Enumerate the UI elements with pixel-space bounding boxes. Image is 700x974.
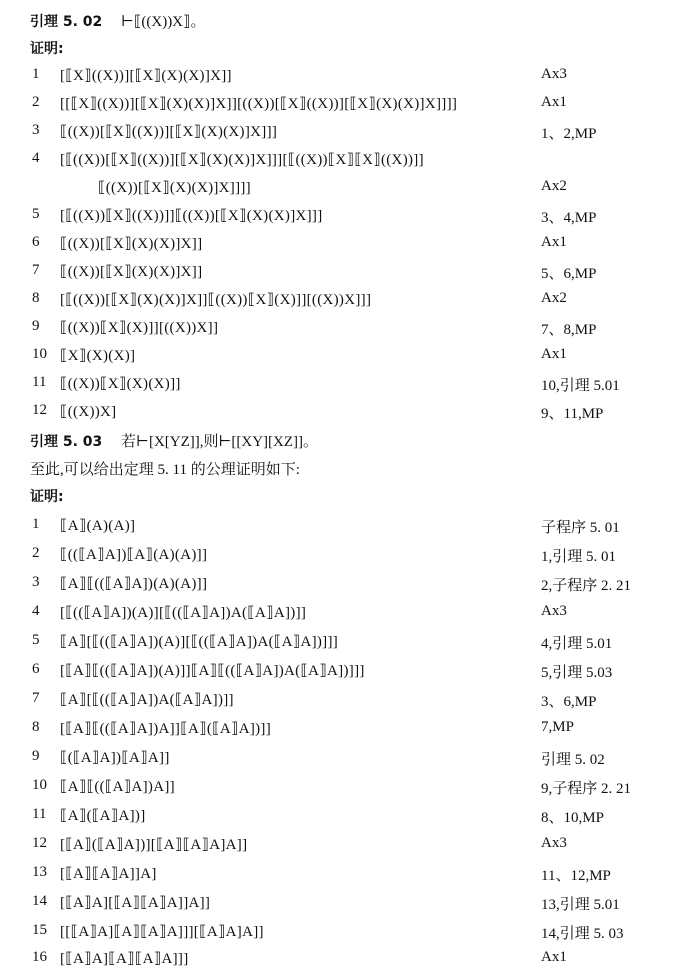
proof-1-row-11: 11 ⟦((X))⟦X⟧(X)(X)]] 10,引理 5.01	[32, 374, 620, 394]
formula-continued: ⟦((X))[⟦X⟧(X)(X)]X]]]]	[98, 180, 251, 196]
reason: 1、2,MP	[541, 126, 597, 142]
formula: [⟦X⟧((X))][⟦X⟧(X)(X)]X]]	[60, 68, 232, 84]
reason: 3、6,MP	[541, 694, 597, 710]
lemma-502-heading	[0, 6, 700, 34]
formula: [[⟦A⟧A]⟦A⟧⟦A⟧A]]][⟦A⟧A]A]]	[60, 924, 264, 940]
formula: ⟦((⟦A⟧A])⟦A⟧(A)(A)]]	[60, 547, 208, 563]
reason: Ax1	[541, 949, 567, 965]
reason: 3、4,MP	[541, 210, 597, 226]
proof-2-row-6: 6 [⟦A⟧⟦((⟦A⟧A])(A)]]⟦A⟧⟦((⟦A⟧A])A(⟦A⟧A])]]] 5,引理 5.03	[32, 661, 613, 681]
reason: 14,引理 5. 03	[541, 926, 624, 942]
proof-2-row-3: 3 ⟦A⟧⟦((⟦A⟧A])(A)(A)]] 2,子程序 2. 21	[32, 574, 632, 594]
proof-1-row-3: 3 ⟦((X))[⟦X⟧((X))][⟦X⟧(X)(X)]X]]] 1、2,MP	[32, 122, 597, 142]
proof-label-2: 证明:	[30, 489, 64, 505]
reason: 9、11,MP	[541, 406, 604, 422]
proof-2-row-11: 11 ⟦A⟧(⟦A⟧A])] 8、10,MP	[32, 806, 604, 826]
proof-1-row-12: 12 ⟦((X))X] 9、11,MP	[32, 402, 604, 422]
reason: 8、10,MP	[541, 810, 604, 826]
reason: 5、6,MP	[541, 266, 597, 282]
lemma-502-title: 引理 5. 02	[30, 14, 103, 30]
reason: Ax1	[541, 346, 567, 362]
formula: [⟦((⟦A⟧A])(A)][⟦((⟦A⟧A])A(⟦A⟧A])]]	[60, 605, 307, 621]
formula: ⟦A⟧[⟦((⟦A⟧A])(A)][⟦((⟦A⟧A])A(⟦A⟧A])]]]	[60, 634, 339, 650]
reason: Ax3	[541, 603, 567, 619]
formula: ⟦((X))X]	[60, 404, 117, 420]
formula: ⟦((X))[⟦X⟧(X)(X)]X]]	[60, 264, 203, 280]
proof-2-row-12: 12 [⟦A⟧(⟦A⟧A])][⟦A⟧⟦A⟧A]A]] Ax3	[32, 835, 567, 853]
reason: 11、12,MP	[541, 868, 611, 884]
formula: ⟦A⟧(⟦A⟧A])]	[60, 808, 146, 824]
formula: [⟦((X))⟦X⟧((X))]]⟦((X))[⟦X⟧(X)(X)]X]]]	[60, 208, 323, 224]
lemma-502-statement: ⊢⟦((X))X⟧。	[121, 14, 206, 30]
proof-1-row-8: 8 [⟦((X))[⟦X⟧(X)(X)]X]]⟦((X))⟦X⟧(X)]][((X))X]]] Ax2	[32, 290, 567, 308]
proof-2-row-7: 7 ⟦A⟧[⟦((⟦A⟧A])A(⟦A⟧A])]] 3、6,MP	[32, 690, 597, 710]
proof-2-row-2: 2 ⟦((⟦A⟧A])⟦A⟧(A)(A)]] 1,引理 5. 01	[32, 545, 617, 565]
formula: [[⟦X⟧((X))][⟦X⟧(X)(X)]X]][((X))[⟦X⟧((X))][⟦X⟧(X)(X)]X]]]]	[60, 96, 458, 112]
reason: Ax2	[541, 178, 567, 194]
proof-1-row-7: 7 ⟦((X))[⟦X⟧(X)(X)]X]] 5、6,MP	[32, 262, 597, 282]
formula: ⟦X⟧(X)(X)]	[60, 348, 136, 364]
proof-1-row-2: 2 [[⟦X⟧((X))][⟦X⟧(X)(X)]X]][((X))[⟦X⟧((X))][⟦X⟧(X)(X)]X]]]] Ax1	[32, 94, 567, 112]
lemma-503-heading	[0, 426, 700, 454]
formula: [⟦A⟧⟦((⟦A⟧A])A]]⟦A⟧(⟦A⟧A])]]	[60, 721, 272, 737]
proof-2-row-4: 4 [⟦((⟦A⟧A])(A)][⟦((⟦A⟧A])A(⟦A⟧A])]] Ax3	[32, 603, 567, 621]
reason: 7、8,MP	[541, 322, 597, 338]
reason: 引理 5. 02	[541, 752, 605, 768]
reason: 1,引理 5. 01	[541, 549, 617, 565]
reason: 2,子程序 2. 21	[541, 578, 632, 594]
formula: ⟦((X))⟦X⟧(X)(X)]]	[60, 376, 181, 392]
formula: [⟦A⟧A]⟦A⟧⟦A⟧A]]]	[60, 951, 189, 967]
formula: ⟦((X))⟦X⟧(X)]][((X))X]]	[60, 320, 219, 336]
formula: [⟦A⟧(⟦A⟧A])][⟦A⟧⟦A⟧A]A]]	[60, 837, 248, 853]
formula: ⟦A⟧(A)(A)]	[60, 518, 136, 534]
reason: Ax3	[541, 66, 567, 82]
formula: [⟦((X))[⟦X⟧((X))][⟦X⟧(X)(X)]X]]][⟦((X))⟦X⟧⟦X⟧((X))]]	[60, 152, 424, 168]
reason: Ax1	[541, 234, 567, 250]
proof-1-row-9: 9 ⟦((X))⟦X⟧(X)]][((X))X]] 7、8,MP	[32, 318, 597, 338]
proof-2-row-5: 5 ⟦A⟧[⟦((⟦A⟧A])(A)][⟦((⟦A⟧A])A(⟦A⟧A])]]] 4,引理 5.01	[32, 632, 613, 652]
formula: ⟦A⟧⟦((⟦A⟧A])(A)(A)]]	[60, 576, 208, 592]
formula: ⟦A⟧⟦((⟦A⟧A])A]]	[60, 779, 175, 795]
proof-1-row-5: 5 [⟦((X))⟦X⟧((X))]]⟦((X))[⟦X⟧(X)(X)]X]]] 3、4,MP	[32, 206, 597, 226]
formula: [⟦A⟧⟦((⟦A⟧A])(A)]]⟦A⟧⟦((⟦A⟧A])A(⟦A⟧A])]]]	[60, 663, 365, 679]
reason: 13,引理 5.01	[541, 897, 620, 913]
reason: 5,引理 5.03	[541, 665, 613, 681]
proof-2-row-1: 1 ⟦A⟧(A)(A)] 子程序 5. 01	[32, 516, 620, 536]
proof-2-row-9: 9 ⟦(⟦A⟧A])⟦A⟧A]] 引理 5. 02	[32, 748, 605, 768]
proof-2-row-8: 8 [⟦A⟧⟦((⟦A⟧A])A]]⟦A⟧(⟦A⟧A])]] 7,MP	[32, 719, 574, 737]
formula: [⟦A⟧A][⟦A⟧⟦A⟧A]]A]]	[60, 895, 211, 911]
transition-text: 至此,可以给出定理 5. 11 的公理证明如下:	[30, 462, 300, 478]
lemma-503-statement: 若⊢[X[YZ]],则⊢[[XY][XZ]]。	[121, 434, 319, 450]
formula: ⟦((X))[⟦X⟧((X))][⟦X⟧(X)(X)]X]]]	[60, 124, 278, 140]
proof-2-row-16: 16 [⟦A⟧A]⟦A⟧⟦A⟧A]]] Ax1	[32, 949, 567, 967]
reason: 9,子程序 2. 21	[541, 781, 632, 797]
reason: 子程序 5. 01	[541, 520, 620, 536]
proof-label-1: 证明:	[30, 41, 64, 57]
formula: ⟦(⟦A⟧A])⟦A⟧A]]	[60, 750, 170, 766]
formula: ⟦A⟧[⟦((⟦A⟧A])A(⟦A⟧A])]]	[60, 692, 234, 708]
proof-1-row-6: 6 ⟦((X))[⟦X⟧(X)(X)]X]] Ax1	[32, 234, 567, 252]
formula: [⟦A⟧⟦A⟧A]]A]	[60, 866, 157, 882]
formula: ⟦((X))[⟦X⟧(X)(X)]X]]	[60, 236, 203, 252]
reason: Ax3	[541, 835, 567, 851]
proof-1-row-4: 4 [⟦((X))[⟦X⟧((X))][⟦X⟧(X)(X)]X]]][⟦((X))⟦X⟧⟦X⟧((X))]]	[32, 150, 424, 168]
lemma-503-title: 引理 5. 03	[30, 434, 103, 450]
reason: 7,MP	[541, 719, 574, 735]
reason: 4,引理 5.01	[541, 636, 613, 652]
proof-1-row-4-cont	[0, 174, 700, 202]
reason: Ax2	[541, 290, 567, 306]
reason: Ax1	[541, 94, 567, 110]
reason: 10,引理 5.01	[541, 378, 620, 394]
proof-1-row-1: 1 [⟦X⟧((X))][⟦X⟧(X)(X)]X]] Ax3	[32, 66, 567, 84]
proof-2-row-10: 10 ⟦A⟧⟦((⟦A⟧A])A]] 9,子程序 2. 21	[32, 777, 632, 797]
proof-2-row-14: 14 [⟦A⟧A][⟦A⟧⟦A⟧A]]A]] 13,引理 5.01	[32, 893, 620, 913]
proof-2-row-13: 13 [⟦A⟧⟦A⟧A]]A] 11、12,MP	[32, 864, 611, 884]
proof-1-row-10: 10 ⟦X⟧(X)(X)] Ax1	[32, 346, 567, 364]
proof-2-row-15: 15 [[⟦A⟧A]⟦A⟧⟦A⟧A]]][⟦A⟧A]A]] 14,引理 5. 03	[32, 922, 624, 942]
formula: [⟦((X))[⟦X⟧(X)(X)]X]]⟦((X))⟦X⟧(X)]][((X))X]]]	[60, 292, 372, 308]
